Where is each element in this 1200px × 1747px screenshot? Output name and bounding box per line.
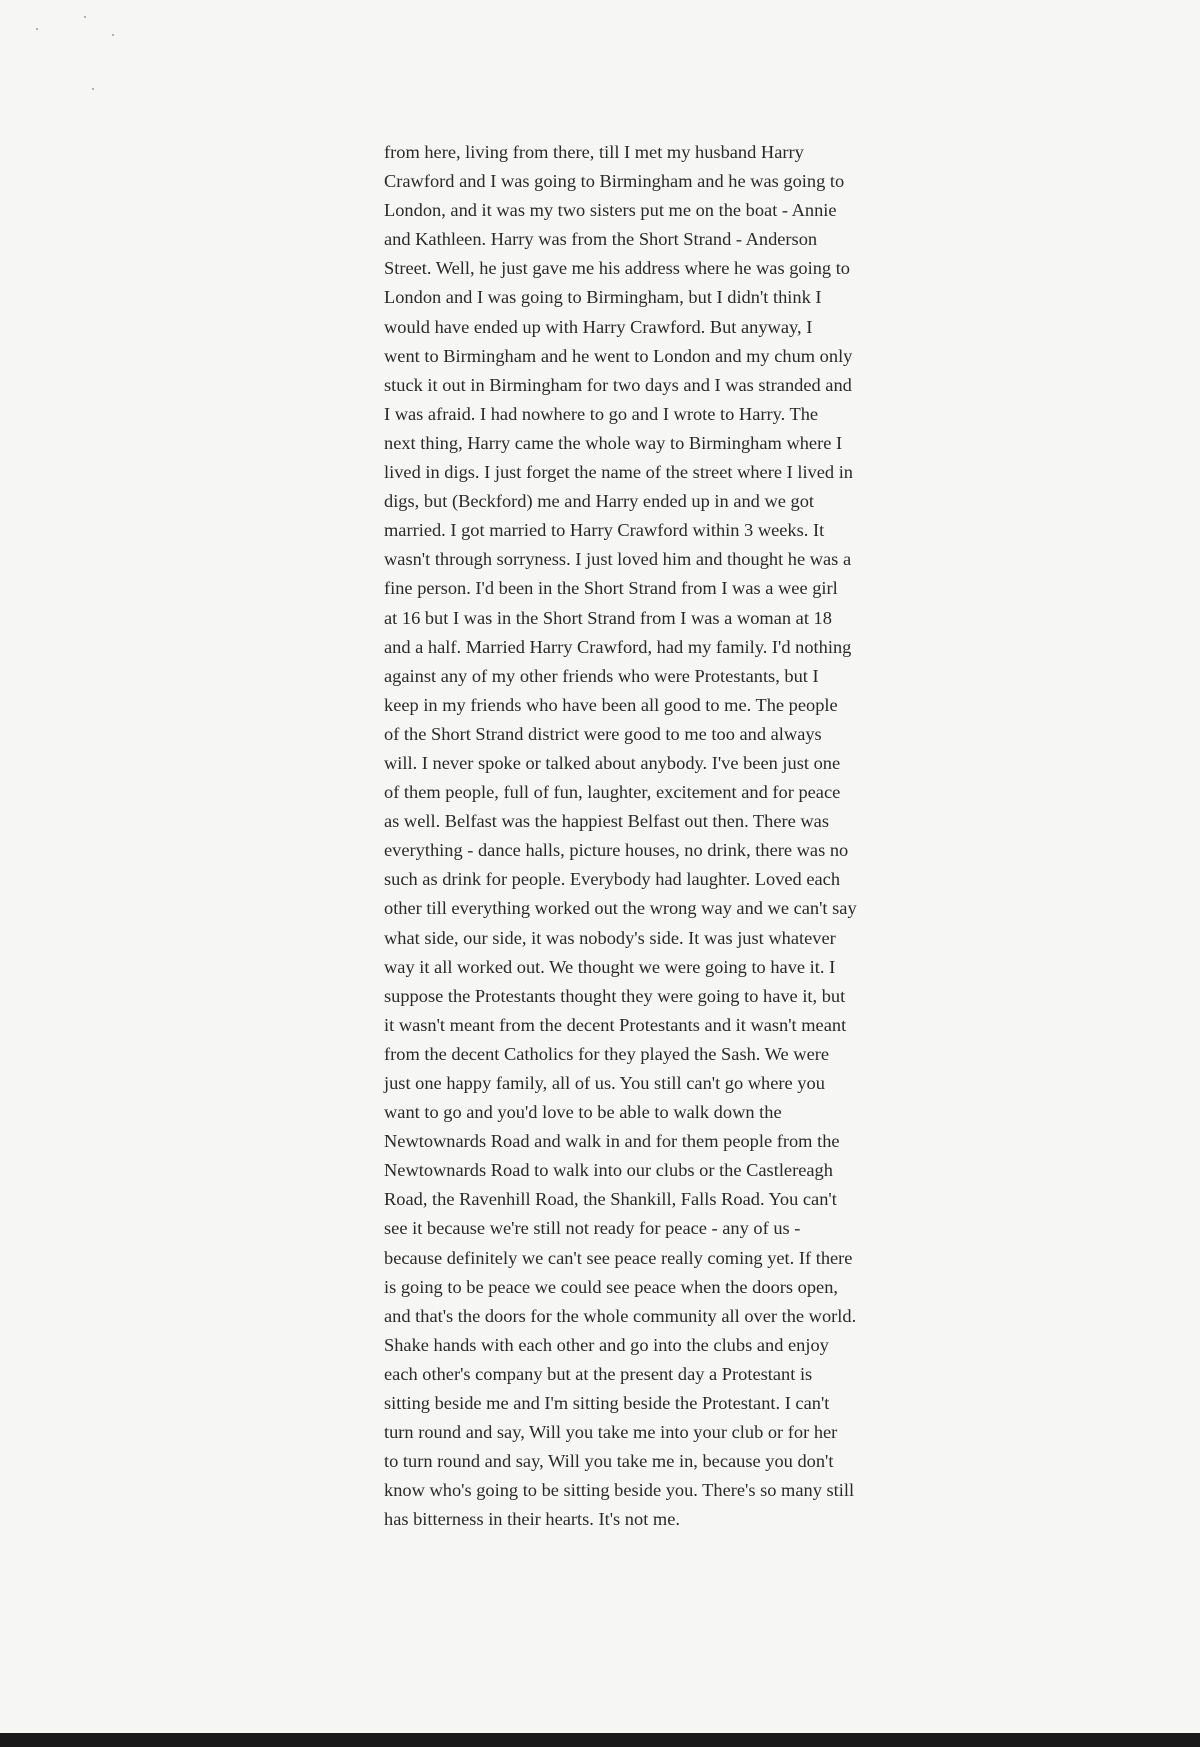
text-line: want to go and you'd love to be able to walk down the xyxy=(384,1102,782,1123)
text-line: such as drink for people. Everybody had laughter. Loved each xyxy=(384,869,841,890)
text-line: next thing, Harry came the whole way to Birmingham where I xyxy=(384,432,843,453)
text-line: Road, the Ravenhill Road, the Shankill, Falls Road. You can't xyxy=(384,1189,837,1210)
scan-speck xyxy=(84,16,86,18)
text-line: turn round and say, Will you take me into your club or for her xyxy=(384,1422,838,1443)
text-line: Newtownards Road and walk in and for them people from the xyxy=(384,1131,840,1152)
text-line: just one happy family, all of us. You still can't go where you xyxy=(384,1073,825,1093)
text-line: digs, but (Beckford) me and Harry ended up in and we got xyxy=(384,491,815,512)
text-line: went to Birmingham and he went to London and my chum only xyxy=(384,345,853,366)
text-line: see it because we're still not ready for peace - any of us - xyxy=(384,1218,801,1239)
text-line: from here, living from there, till I met my husband Harry xyxy=(384,142,804,162)
text-line: against any of my other friends who were Protestants, but I xyxy=(384,665,819,686)
text-line: London, and it was my two sisters put me on the boat - Annie xyxy=(384,200,837,221)
text-line: as well. Belfast was the happiest Belfast out then. There was xyxy=(384,811,830,832)
text-line: married. I got married to Harry Crawford within 3 weeks. It xyxy=(384,520,825,541)
text-line: way it all worked out. We thought we were going to have it. I xyxy=(384,956,836,977)
text-line: from the decent Catholics for they played the Sash. We were xyxy=(384,1043,830,1064)
scan-speck xyxy=(92,88,94,90)
text-line: of the Short Strand district were good to me too and always xyxy=(384,723,822,744)
text-line: at 16 but I was in the Short Strand from I was a woman at 18 xyxy=(384,607,832,628)
text-line: will. I never spoke or talked about anybody. I've been just one xyxy=(384,752,841,773)
text-line: everything - dance halls, picture houses, no drink, there was no xyxy=(384,840,849,861)
text-line: other till everything worked out the wrong way and we can't say xyxy=(384,898,857,919)
text-line: fine person. I'd been in the Short Strand from I was a wee girl xyxy=(384,578,838,599)
text-line: of them people, full of fun, laughter, excitement and for peace xyxy=(384,782,841,803)
text-line: I was afraid. I had nowhere to go and I wrote to Harry. The xyxy=(384,403,819,424)
text-line: stuck it out in Birmingham for two days and I was stranded and xyxy=(384,374,852,395)
text-line: London and I was going to Birmingham, but I didn't think I xyxy=(384,287,822,308)
text-line: sitting beside me and I'm sitting beside the Protestant. I can't xyxy=(384,1393,830,1414)
text-line: Shake hands with each other and go into the clubs and enjoy xyxy=(384,1334,829,1355)
scan-speck xyxy=(36,28,38,30)
text-line: each other's company but at the present day a Protestant is xyxy=(384,1363,813,1384)
scan-speck xyxy=(112,34,114,36)
text-line: and a half. Married Harry Crawford, had my family. I'd nothing xyxy=(384,636,852,657)
scan-bottom-edge xyxy=(0,1733,1200,1747)
text-line: would have ended up with Harry Crawford. But anyway, I xyxy=(384,316,813,337)
text-line: lived in digs. I just forget the name of the street where I lived in xyxy=(384,462,854,483)
text-line: and Kathleen. Harry was from the Short Strand - Anderson xyxy=(384,229,818,250)
text-line: keep in my friends who have been all good to me. The people xyxy=(384,694,838,715)
text-line: has bitterness in their hearts. It's not me. xyxy=(384,1509,680,1530)
text-line: it wasn't meant from the decent Protestants and it wasn't meant xyxy=(384,1014,847,1035)
text-line: what side, our side, it was nobody's side. It was just whatever xyxy=(384,927,836,948)
text-line: know who's going to be sitting beside you. There's so many still xyxy=(384,1480,855,1501)
text-line: Street. Well, he just gave me his address where he was going to xyxy=(384,258,851,279)
text-line: and that's the doors for the whole community all over the world. xyxy=(384,1305,857,1326)
text-line: suppose the Protestants thought they were going to have it, but xyxy=(384,985,846,1006)
text-line: is going to be peace we could see peace when the doors open, xyxy=(384,1276,838,1297)
text-line: Newtownards Road to walk into our clubs or the Castlereagh xyxy=(384,1160,833,1181)
text-line: to turn round and say, Will you take me in, because you don't xyxy=(384,1451,834,1472)
text-line: because definitely we can't see peace really coming yet. If there xyxy=(384,1247,853,1268)
text-line: Crawford and I was going to Birmingham and he was going to xyxy=(384,171,845,192)
body-text xyxy=(384,138,1024,1535)
text-line: wasn't through sorryness. I just loved him and thought he was a xyxy=(384,549,852,570)
